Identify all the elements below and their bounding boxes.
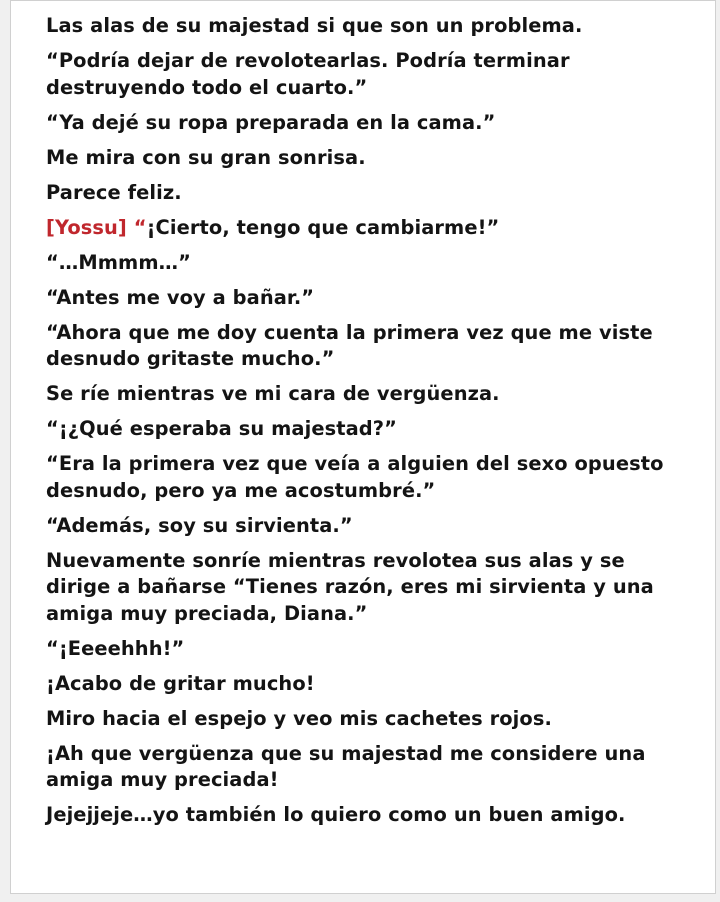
speaker-tag: [Yossu] “ bbox=[46, 215, 147, 239]
paragraph-3: “Ya dejé su ropa preparada en la cama.” bbox=[46, 110, 496, 134]
paragraph-19: Jejejjeje…yo también lo quiero como un buen amigo. bbox=[46, 803, 626, 826]
paragraph-4: Me mira con su gran sonrisa. bbox=[46, 145, 366, 169]
document-page bbox=[10, 0, 716, 894]
paragraph-7: “…Mmmm…” bbox=[46, 250, 191, 274]
paragraph-15: “¡Eeeehhh!” bbox=[46, 636, 185, 660]
paragraph-17: Miro hacia el espejo y veo mis cachetes rojos. bbox=[46, 706, 552, 730]
paragraph-1: Las alas de su majestad si que son un problema. bbox=[46, 14, 583, 37]
paragraph-6: [Yossu] “¡Cierto, tengo que cambiarme!” bbox=[46, 215, 500, 239]
paragraph-8: “Antes me voy a bañar.” bbox=[46, 285, 315, 309]
paragraph-13: “Además, soy su sirvienta.” bbox=[46, 513, 353, 537]
paragraph-18: ¡Ah que vergüenza que su majestad me considere una amiga muy preciada! bbox=[46, 741, 646, 791]
paragraph-14: Nuevamente sonríe mientras revolotea sus alas y se dirige a bañarse “Tienes razón, eres mi sirvienta y una amiga muy preciada, Diana.” bbox=[46, 548, 654, 625]
story-text bbox=[46, 13, 686, 837]
paragraph-5: Parece feliz. bbox=[46, 180, 182, 204]
paragraph-12: “Era la primera vez que veía a alguien del sexo opuesto desnudo, pero ya me acostumbré.” bbox=[46, 452, 664, 502]
paragraph-2: “Podría dejar de revolotearlas. Podría terminar destruyendo todo el cuarto.” bbox=[46, 49, 570, 99]
paragraph-11: “¡¿Qué esperaba su majestad?” bbox=[46, 417, 397, 440]
paragraph-9: “Ahora que me doy cuenta la primera vez que me viste desnudo gritaste mucho.” bbox=[46, 320, 653, 370]
paragraph-10: Se ríe mientras ve mi cara de vergüenza. bbox=[46, 382, 500, 405]
paragraph-16: ¡Acabo de gritar mucho! bbox=[46, 671, 315, 695]
